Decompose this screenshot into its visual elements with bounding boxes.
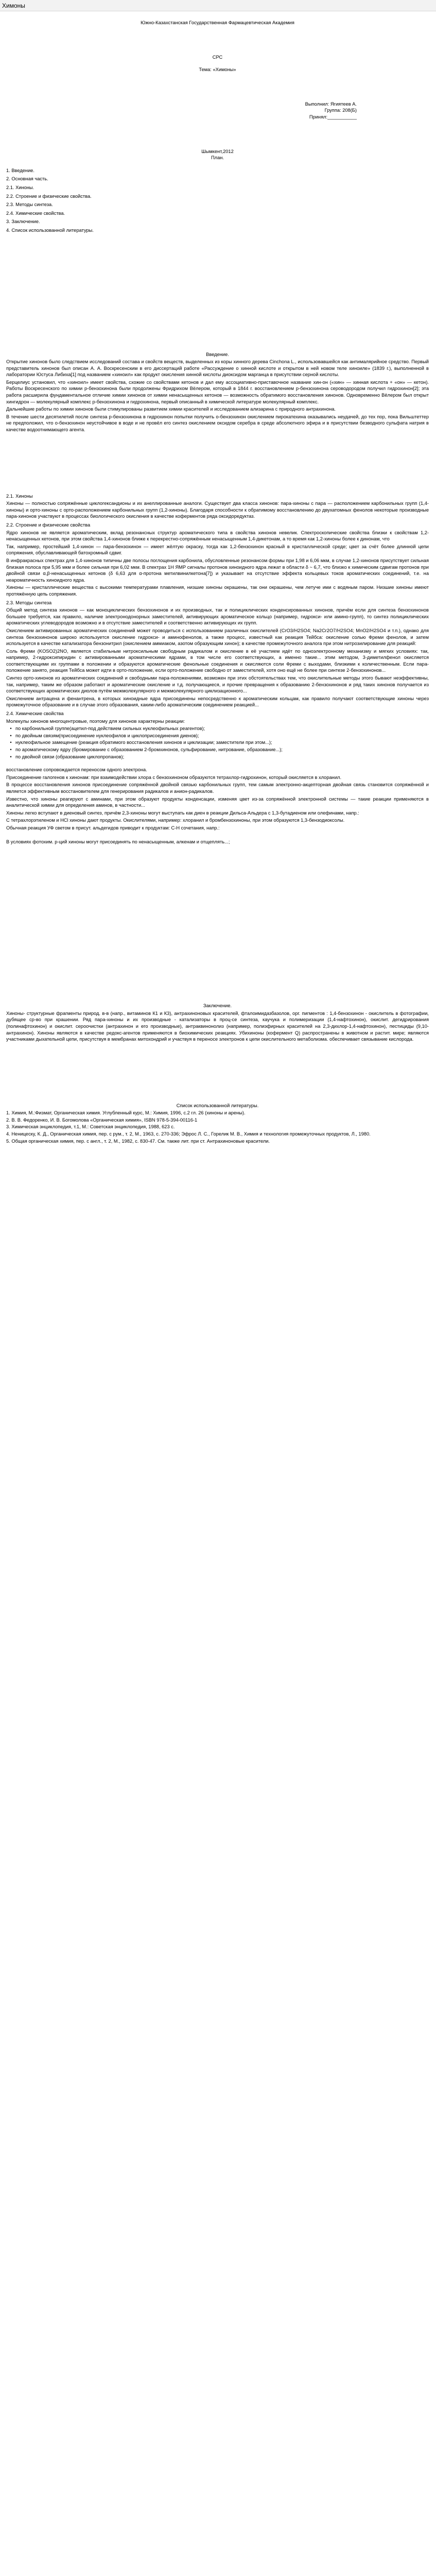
author-line: Выполнил: Ягиятеев А.	[305, 101, 357, 107]
section-paragraph: Присоединение галогенов к хинонам: при взаимодействии хлора с бензохиноном образуются тетрахлор-гидрохинон, который окисляется в хлоранил.	[6, 774, 342, 780]
section-paragraph: В процессе восстановления хинонов присоединение сопряжённой двойной связью карбонильных групп, тем самым электронно-акцепторная двойная связь становится сопряжённой и является эффективным восстановителем для генерирования радикалов и анион-радикалов.	[6, 782, 429, 794]
reference-item: 1. Химия, М.:Физмат, Органическая химия. Углубленный курс, М.: Химия, 1996, с.2 гл. 26 (хиноны и арены).	[6, 1110, 246, 1116]
conclusion-paragraph: Хиноны- структурные фрагменты природ. в-в (напр., витаминов К1 и К3), антрахиноновых красителей, фталоимидазбазолов, орг. пигментов : 1,4-бензохинон - окислитель в фотографии, дубящее ср-во при крашении. Ряд пара-хиноны и их производные - катализаторы в проц-се синтеза, каучука и полимеризации (1,4-нафтохинон), окислит. дегидрирования (полинафтохинон) и окислит. сероочистки (антрахинон и его производные), антраквинонолиз (например, полиэфирных красителей на 2,3-дихлор-1,4-нафтохинон), пестициды (9,10-антрахинон). Хиноны являются в качестве редокс-агентов применяются в биохимических реакциях. Убихиноны (кофермент Q) распространены в животном и растит. мире; являются участниками дыхательной цепи, присутствуя в мембранах митохондрий и участвуя в переносе электронов к цепи окислительного метаболизма. обеспечивает связывание кислорода.	[6, 1010, 429, 1042]
section-paragraph: Окислением активированных ароматических соединений может проводиться с использованием различных окислителей (CrO3/H2SO4; Na2Cr2O7/H2SO4; MnO2/H2SO4 и т.п.), однако для синтеза бензохинонов широко используется окисление гидрокси- и аминофенолов, а также процесс, известный как реакция Тейбса: окисление солью Фреми фенолов, и затем используется в качестве катализатора бензонитрил (окислением аммиаком, азотом образующим хинон); в качестве промежуточного аналога при этом нитрозилирование для реакций:	[6, 628, 429, 647]
intro-paragraph: Дальнейшие работы по химии хинонов были стимулированы развитием химии красителей и исследованием ализарина с природного антрахинона.	[6, 406, 336, 412]
dept-label: СРС	[212, 54, 223, 60]
bullet-icon: •	[10, 747, 12, 752]
section-title: 2.2. Строение и физические свойства	[6, 522, 91, 528]
plan-title: План.	[211, 155, 224, 161]
section-paragraph: В условиях фотохим. р-ций хиноны могут присоединять по ненасыщенным, алкенам и отщеплять...;	[6, 839, 230, 844]
toc-item: 1. Введение.	[6, 167, 35, 173]
section-paragraph: Окислением антрацена и фенантрена, в которых хиноидные ядра присоединены непосредственно к ароматическим кольцам, как правило получают соответствующие хиноны через промежуточное образование и в случае этого образования, каким-либо ароматическим соединением реакцией...	[6, 696, 429, 708]
section-paragraph: Хиноны — кристаллические вещества с высокими температурами плавления, низшие хиноны окрашены, так они окрашены, чем летуче ими с водяным паром. Низшие хиноны имеют протяжённую цепь сопряжения.	[6, 585, 429, 597]
intro-paragraph: Открытие хинонов было следствием исследований состава и свойств веществ, выделенных из коры хинного дерева Cinchona L., использовавшейся как антималярийное средство. Первый представитель хинонов был описан А. А. Воскресенским в его диссертаций работе «Рассуждение о хинной кислоте и открытом в ней новом теле хиноиле» (1839 г.), выполненной в лаборатории Юстуса Либиха[1] под названием «хиноил» как продукт окисления хинной кислоты диоксидом марганца в присутствии серной кислоты.	[6, 359, 429, 378]
section-paragraph: С тетрахлорэтиленом и НСl хиноны дают продукты. Окислителями, например: хлоранил и бромбензохиноны, при этом образуются 1,3-бензодиоксолы.	[6, 818, 345, 823]
table-of-contents	[6, 167, 429, 234]
section-title: 2.4. Химические свойства	[6, 711, 64, 717]
document-page	[0, 11, 436, 1165]
window-title: Химоны	[2, 2, 25, 9]
section-paragraph: Хиноны легко вступают в диеновый синтез, причём 2,3-хиноны могут выступать как диен в реакции Дильса-Альдера с 1,3-бутадиеном или олефинами, напр.:	[6, 810, 359, 816]
window-title-bar	[0, 0, 436, 11]
list-item: • нуклеофильное замещение (реакция обратимого восстановления хинонов и циклизации; заместители при этом...);	[6, 739, 429, 746]
list-item: • по карбонильной группе(ацетил-под действием сильных нуклеофильных реагентов);	[6, 725, 429, 732]
toc-item: 2.2. Строение и физические свойства.	[6, 193, 92, 199]
section-paragraph: Так, например, простейший 1,4-хинон — пара-бензохинон — имеет жёлтую окраску, тогда как 1,2-бензохинон красный в кристаллической среде; цвет за счёт более длинной цепи сопряжения, обуславливающей батохромный сдвиг.	[6, 544, 429, 556]
conclusion-title: Заключение.	[203, 1003, 232, 1009]
section-paragraph: Хиноны — полностью сопряжённые циклогександионы и их анеллированные аналоги. Существует два класса хинонов: пара-хиноны с пара — расположением карбонильных групп (1,4-хиноны) и орто-хиноны с орто-расположением карбонильных групп (1,2-хиноны). Благодаря способности к обратимому восстановлению до двухатомных фенолов некоторые производные пара-хинонов участвуют в процессах биологического окисления в качестве коферментов ряда оксидоредуктаз.	[6, 501, 429, 519]
toc-item: 2.1. Хиноны.	[6, 184, 34, 190]
section-paragraph: Общий метод синтеза хинонов — как моноциклических бензохинонов и их производных, так и полициклических конденсированных хинонов, причём если для синтеза бензохинонов большее требуется, как правило, наличие электронодонорных заместителей, активирующих ароматическое кольцо (например, гидрокси- или амино-групп), то синтез полициклических ароматических углеводородов возможно и в отсутствие заместителей и соответственно активирующих их групп.	[6, 607, 429, 626]
section-title: 2.1. Хиноны	[6, 493, 33, 499]
list-item: • по ароматическому ядру (бромирование с образованием 2-бромхинонов, сульфирование, нитрование, образование...);	[6, 747, 429, 753]
list-item: • по двойной связи (образование циклопропанов);	[6, 754, 429, 760]
city-year: Шымкент,2012	[201, 148, 234, 154]
section-title: 2.3. Методы синтеза	[6, 600, 52, 605]
bullet-icon: •	[10, 726, 12, 732]
section-paragraph: восстановление сопровождается переносом одного электрона.	[6, 767, 147, 773]
references-title: Список использованной литературы.	[176, 1103, 259, 1108]
intro-paragraph: В течение шести десятилетий после синтеза р-бензохинона в гидрохинон попытки получить о-бензохинон окислением пирокатехина оказывались неудачей, до тех пор, пока Вильштеттер не предположил, что о-бензохинон неустойчивое в воде и не провёл его синтез окислением оксидом серебра в среде абсолютного эфира и в присутствии безводного сульфата натрия в качестве водоотнимающего агента.	[6, 414, 429, 433]
list-item: • по двойным связям(присоединение нуклеофилов и циклоприсоединения диенов);	[6, 733, 429, 739]
toc-item: 3. Заключение.	[6, 219, 40, 225]
references-list	[6, 1110, 429, 1144]
intro-title: Введение.	[206, 351, 229, 357]
section-paragraph: Молекулы хинонов многоцентровые, поэтому для хинонов характерны реакции:	[6, 718, 185, 724]
reference-item: 5. Общая органическая химия, пер. с англ., т. 2, М., 1982, с. 830-47. См. также лит. при ст. Антрахиноновые красители.	[6, 1138, 270, 1144]
section-paragraph: Синтез орто-хинонов из ароматических соединений и свободными пара-положениями, возможен при этих обстоятельствах тем, что окислительные методы этого бывают неэффективны, так, например, таким же образом работают и ароматические окисление и т.д. получающиеся, и прочие превращения к образованию 2-бензохинонов и ряд таких хинонов получается из соответствующих ароматических диолов путём межмолекулярного и межмолекулярного циклизационного...	[6, 675, 429, 694]
reference-item: 3. Химическая энциклопедия, т.1, М.: Советская энциклопедия, 1988, 623 с.	[6, 1124, 175, 1130]
section-paragraph: В инфракрасных спектрах для 1,4-хинонов типичны две полосы поглощения карбонила, обусловленные резонансом формы при 1,98 и 6,06 мкм, в случае 1,2-хинонов присутствует сильная близкая полоса при 5,95 мкм и более сильная при 6,02 мкм. В спектрах 1H ЯМР сигналы протонов хиноидного ядра лежат в области δ ~ 6,7, что близко к химическим сдвигам протонов при двойной связи α,β-ненасыщенных кетонов (δ 6,63 для α-протона метилвинилкетона[7]) и указывает на отсутствие эффекта кольцевых токов ароматических соединений, т.е. на неароматичность хиноидного ядра.	[6, 557, 429, 583]
section-paragraph: Известно, что хиноны реагируют с аминами, при этом образуют продукты конденсации, изменяя цвет из-за сопряжённой электронной системы — такие реакции применяются в аналитической химии для определения аминов, в частности...	[6, 796, 429, 808]
section-paragraph: Обычная реакция УФ светом в присут. альдегидов приводит к продуктам: С-H сочетания, напр.:	[6, 825, 220, 831]
reference-item: 2. В. В. Федоренко, И. В. Богомолова «Органическая химия», ISBN 978-5-394-00116-1	[6, 1117, 198, 1123]
toc-item: 2. Основная часть.	[6, 176, 48, 182]
group-line: Группа: 208(Б)	[324, 108, 357, 113]
toc-item: 4. Список использованной литературы.	[6, 227, 94, 233]
section-paragraph: Соль Фреми (KOSO2)2NO, является стабильным нитроксильным свободным радикалом и окисление в её участием идёт по одноэлектронному механизму и мягких условиях: так, например, 2-гидроксипиридин с активированными ароматическими ядрами, в том числе его соответствующих, а именно такие... этим методом, 3-диметилфенол окисляется соответствующими их группами в положении и образуются ароматические фенольные соединения и окисляются соли Фреми с выходами, близкими к количественным. Если пара-положение занято, реакция Тейбса может идти в орто-положение, если орто-положение свободно от заместителей, хотя оно ещё не более при синтезе 2-бензохинонов...	[6, 648, 429, 673]
toc-item: 2.4. Химические свойства.	[6, 210, 65, 216]
intro-paragraph: Берцелиус установил, что «хиноил» имеет свойства, схожие со свойствами кетонов и дал ему ассоциативно-приставочное название хин-он («хин» — хинная кислота + «он» — кетон). Работы Воскресенского по химии р-бензохинона были продолжены Фридрихом Вёлером, который в 1844 г. восстановлением р-бензохинона сероводородом получил гидрохинон[2]; эта работа расширила фундаментальное отличие химии хинонов от химии ненасыщенных кетонов — возможность обратимого восстановления хинонов. Одновременно Вёлером был открыт хингидрон — молекулярный комплекс р-бензохинона и гидрохинона, первый описанный в химической литературе молекулярный комплекс.	[6, 379, 429, 404]
accepted-line: Принял:___________	[309, 114, 357, 120]
bullet-icon: •	[10, 740, 12, 745]
academy-name: Южно-Казахстанская Государственная Фармацевтическая Академия	[141, 20, 294, 25]
bullet-icon: •	[10, 733, 12, 738]
bullet-icon: •	[10, 754, 12, 759]
reference-item: 4. Неницеску, К. Д., Органическая химия, пер. с рум., т. 2, М., 1963, с. 270-336; Эфрос Л. С., Горелик М. В., Химия и технология промежуточных продуктов, Л., 1980.	[6, 1131, 371, 1137]
topic-label: Тема: «Химоны»	[199, 67, 236, 73]
toc-item: 2.3. Методы синтеза.	[6, 202, 53, 208]
section-paragraph: Ядро хинонов не является ароматическим, вклад резонансных структур ароматического типа в свойства хинонов невелик. Спектроскопические свойства близки к свойствам 1,2-ненасыщенных кетонов, при этом свойства 1,4-хинонов ближе к перекрестно-сопряжённым ненасыщенным 1,4-дикетонам, а то время как 1,2-хиноны более к динонам, что	[6, 530, 429, 542]
